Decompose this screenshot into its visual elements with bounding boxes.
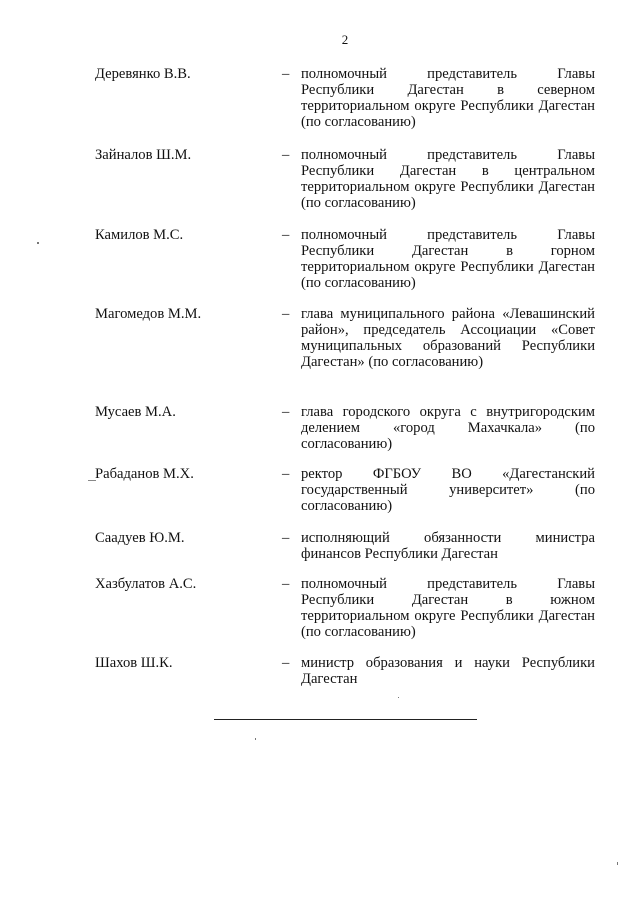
member-role: полномочный представитель Главы Республики Дагестан в центральном территориальном округе Республики Дагестан (по согласованию) [301, 147, 595, 211]
member-name: Рабаданов М.Х. [95, 466, 194, 482]
member-name: Шахов Ш.К. [95, 655, 173, 671]
scan-speck [255, 738, 256, 740]
member-name: Магомедов М.М. [95, 306, 202, 322]
member-name: Мусаев М.А. [95, 404, 176, 420]
member-role: полномочный представитель Главы Республики Дагестан в горном территориальном округе Республики Дагестан (по согласованию) [301, 227, 595, 291]
member-name: Деревянко В.В. [95, 66, 191, 82]
scan-speck [398, 697, 399, 698]
member-role: министр образования и науки Республики Дагестан [301, 655, 595, 687]
member-dash: – [282, 147, 290, 163]
member-dash: – [282, 66, 290, 82]
scan-speck [617, 862, 618, 865]
scan-mark [88, 480, 96, 481]
member-role: глава муниципального района «Левашинский район», председатель Ассоциации «Совет муниципальных образований Республики Дагестан» (по согласованию) [301, 306, 595, 370]
member-name: Саадуев Ю.М. [95, 530, 185, 546]
member-role: глава городского округа с внутригородским делением «город Махачкала» (по согласованию) [301, 404, 595, 452]
page-number: 2 [341, 32, 349, 47]
member-dash: – [282, 466, 290, 482]
member-name: Камилов М.С. [95, 227, 184, 243]
member-dash: – [282, 576, 290, 592]
member-dash: – [282, 404, 290, 420]
member-name: Хазбулатов А.С. [95, 576, 197, 592]
member-dash: – [282, 530, 290, 546]
member-name: Зайналов Ш.М. [95, 147, 192, 163]
member-role: полномочный представитель Главы Республики Дагестан в северном территориальном округе Республики Дагестан (по согласованию) [301, 66, 595, 130]
member-role: полномочный представитель Главы Республики Дагестан в южном территориальном округе Республики Дагестан (по согласованию) [301, 576, 595, 640]
member-dash: – [282, 655, 290, 671]
member-role: ректор ФГБОУ ВО «Дагестанский государственный университет» (по согласованию) [301, 466, 595, 514]
end-of-list-rule [214, 719, 477, 720]
member-role: исполняющий обязанности министра финансов Республики Дагестан [301, 530, 595, 562]
member-dash: – [282, 306, 290, 322]
member-dash: – [282, 227, 290, 243]
scan-speck [37, 242, 39, 244]
